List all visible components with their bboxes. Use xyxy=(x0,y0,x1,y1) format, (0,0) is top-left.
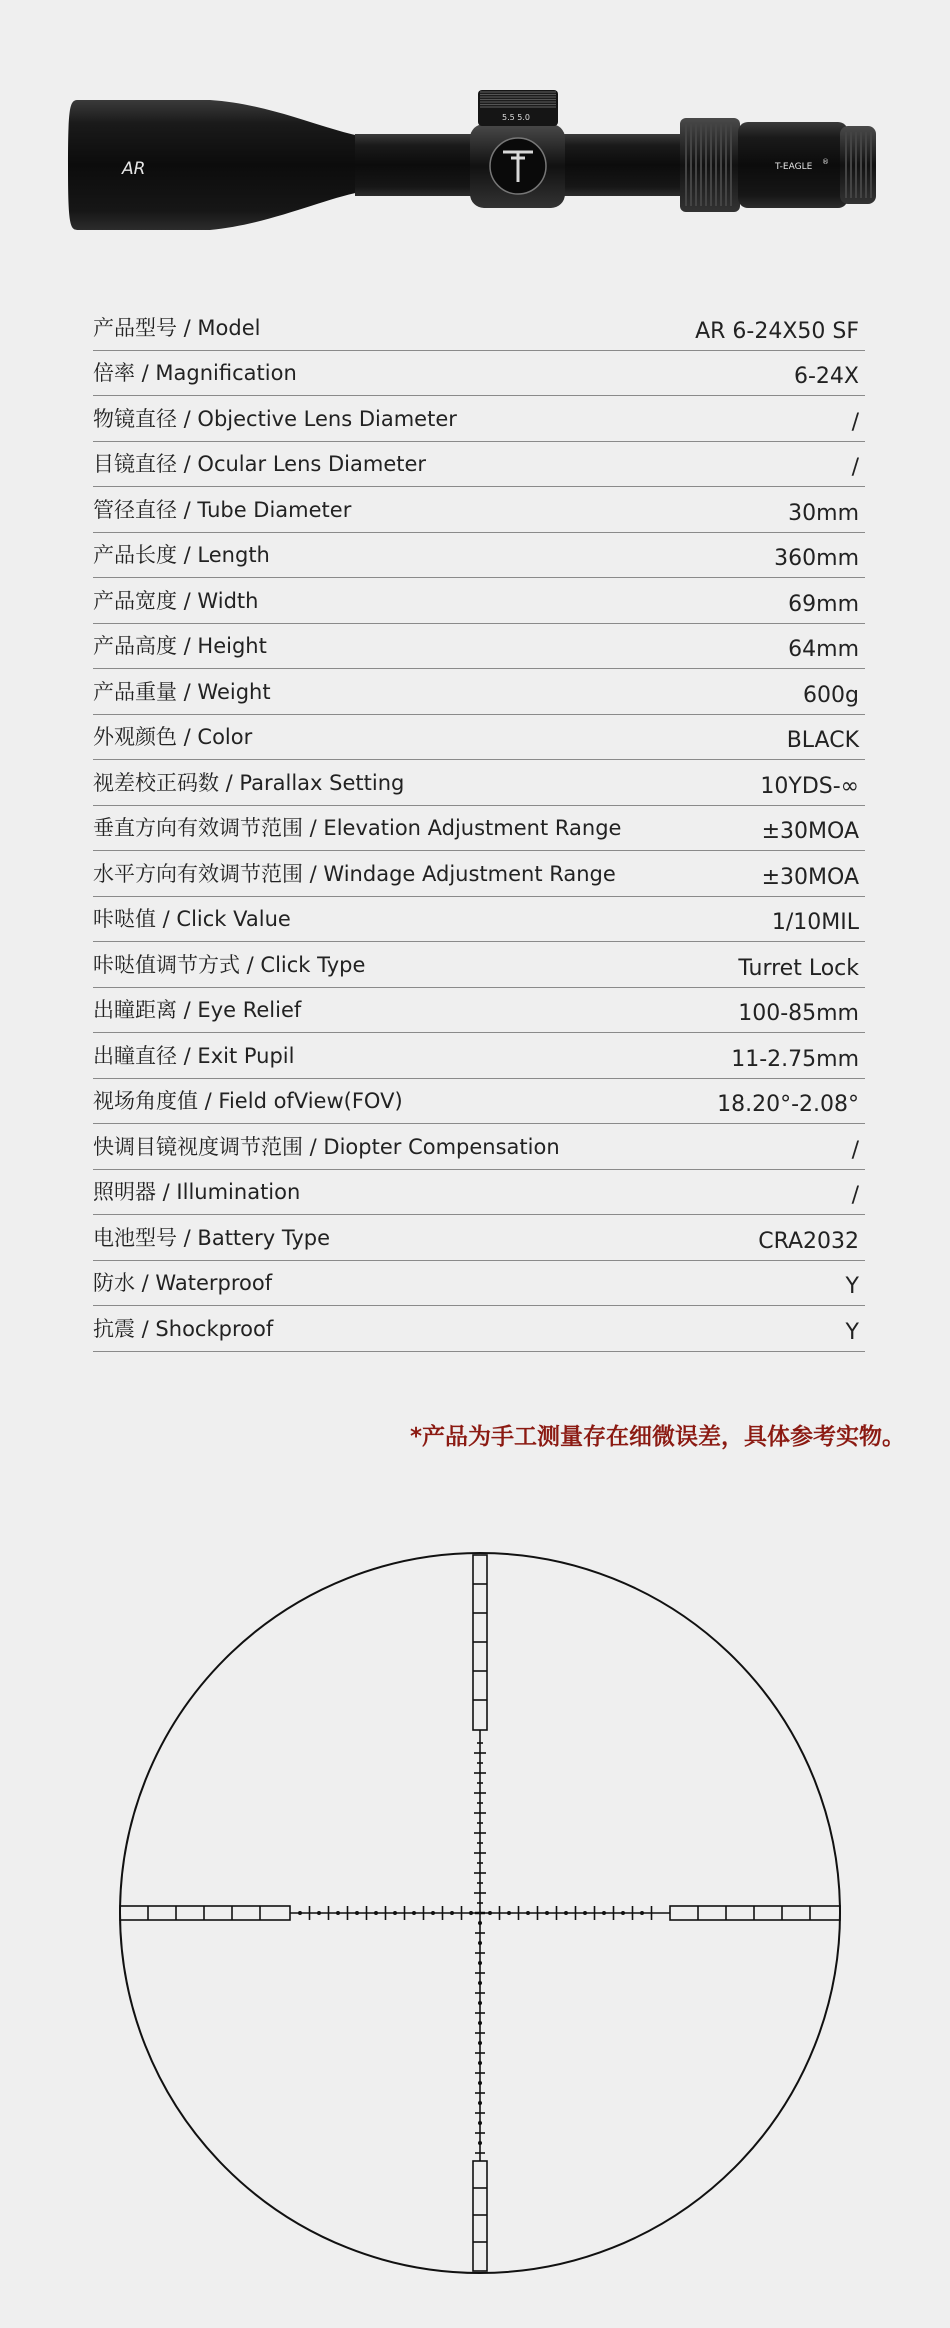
spec-label: 产品长度 / Length xyxy=(93,543,270,567)
spec-row xyxy=(93,897,865,943)
disclaimer-note: *产品为手工测量存在细微误差，具体参考实物。 xyxy=(409,1424,905,1450)
spec-table xyxy=(93,305,865,1352)
spec-row xyxy=(93,1261,865,1307)
reticle-dot xyxy=(478,1981,482,1985)
spec-label: 防水 / Waterproof xyxy=(93,1271,273,1295)
spec-label: 管径直径 / Tube Diameter xyxy=(93,497,352,522)
spec-value: 1/10MIL xyxy=(771,910,859,935)
reticle-post-bottom xyxy=(473,2161,487,2271)
spec-label: 外观颜色 / Color xyxy=(93,725,253,749)
reticle-dot xyxy=(478,2081,482,2085)
reticle-dot xyxy=(355,1911,359,1915)
spec-row xyxy=(93,942,865,988)
spec-row xyxy=(93,806,865,852)
spec-row xyxy=(93,305,865,351)
spec-value: / xyxy=(851,1137,859,1163)
spec-label: 垂直方向有效调节范围 / Elevation Adjustment Range xyxy=(93,816,622,840)
spec-value: 11-2.75mm xyxy=(731,1046,859,1072)
spec-label: 目镜直径 / Ocular Lens Diameter xyxy=(93,452,427,476)
reticle-dot xyxy=(602,1911,606,1915)
spec-value: 360mm xyxy=(774,546,859,571)
spec-label: 出瞳直径 / Exit Pupil xyxy=(93,1043,295,1068)
spec-row xyxy=(93,1215,865,1261)
spec-value: / xyxy=(851,455,859,480)
spec-label: 产品宽度 / Width xyxy=(93,588,259,613)
spec-value: / xyxy=(851,1183,859,1208)
spec-label: 出瞳距离 / Eye Relief xyxy=(93,998,302,1022)
reticle-dot xyxy=(478,2121,482,2125)
reticle-dot xyxy=(450,1911,454,1915)
reticle-diagram xyxy=(0,1530,950,2328)
reticle-dot xyxy=(545,1911,549,1915)
reticle-dot xyxy=(478,2141,482,2145)
spec-value: 600g xyxy=(803,682,859,708)
spec-label: 产品型号 / Model xyxy=(93,315,261,340)
spec-value: BLACK xyxy=(786,728,859,753)
spec-value: Turret Lock xyxy=(738,955,859,981)
spec-label: 倍率 / Magnification xyxy=(93,361,297,385)
scope-model-text: AR xyxy=(122,159,146,179)
turret-scale-text: 5.5 5.0 xyxy=(502,113,530,122)
spec-label: 产品高度 / Height xyxy=(93,634,267,658)
spec-value: Y xyxy=(845,1319,859,1345)
spec-row xyxy=(93,1170,865,1216)
spec-row xyxy=(93,351,865,397)
reticle-dot xyxy=(478,2061,482,2065)
reticle-post-right xyxy=(670,1906,840,1920)
spec-row xyxy=(93,487,865,533)
reticle-dot xyxy=(526,1911,530,1915)
spec-value: 69mm xyxy=(788,591,859,617)
reticle-dot xyxy=(469,1911,473,1915)
spec-row xyxy=(93,1124,865,1170)
spec-label: 水平方向有效调节范围 / Windage Adjustment Range xyxy=(93,861,616,886)
spec-row xyxy=(93,760,865,806)
scope-product-image xyxy=(0,0,950,280)
reticle-dot xyxy=(412,1911,416,1915)
spec-value: 10YDS-∞ xyxy=(760,773,859,799)
spec-row xyxy=(93,1079,865,1125)
crosshair-reticle-icon xyxy=(0,1530,950,2328)
reticle-dot xyxy=(374,1911,378,1915)
reticle-dot xyxy=(478,2041,482,2045)
spec-row xyxy=(93,669,865,715)
spec-value: AR 6-24X50 SF xyxy=(695,318,859,344)
scope-icon xyxy=(0,0,950,280)
spec-label: 视差校正码数 / Parallax Setting xyxy=(93,770,405,795)
reticle-dot xyxy=(478,1961,482,1965)
spec-value: ±30MOA xyxy=(761,864,859,890)
reticle-dot xyxy=(507,1911,511,1915)
reticle-dot xyxy=(583,1911,587,1915)
spec-value: 64mm xyxy=(788,637,859,662)
reticle-dot xyxy=(317,1911,321,1915)
reticle-dot xyxy=(488,1911,492,1915)
spec-value: CRA2032 xyxy=(758,1228,859,1254)
spec-row xyxy=(93,396,865,442)
spec-label: 抗震 / Shockproof xyxy=(93,1316,274,1341)
spec-label: 物镜直径 / Objective Lens Diameter xyxy=(93,406,457,431)
spec-label: 快调目镜视度调节范围 / Diopter Compensation xyxy=(93,1134,560,1159)
spec-label: 电池型号 / Battery Type xyxy=(93,1225,331,1250)
spec-value: 18.20°-2.08° xyxy=(717,1092,859,1117)
spec-value: Y xyxy=(845,1274,859,1299)
reticle-dot xyxy=(298,1911,302,1915)
reticle-post-left xyxy=(120,1906,290,1920)
reticle-dot xyxy=(621,1911,625,1915)
reticle-dot xyxy=(393,1911,397,1915)
spec-value: 30mm xyxy=(788,500,859,526)
reticle-dot xyxy=(431,1911,435,1915)
spec-row xyxy=(93,715,865,761)
reticle-dot xyxy=(564,1911,568,1915)
reticle-dot xyxy=(478,2001,482,2005)
spec-value: 100-85mm xyxy=(738,1001,859,1026)
spec-label: 照明器 / Illumination xyxy=(93,1180,301,1204)
spec-row xyxy=(93,624,865,670)
spec-row xyxy=(93,442,865,488)
spec-value: / xyxy=(851,409,859,435)
spec-label: 咔哒值调节方式 / Click Type xyxy=(93,952,366,977)
spec-label: 产品重量 / Weight xyxy=(93,679,271,704)
scope-brand-text: T-EAGLE xyxy=(775,162,813,172)
reticle-dot xyxy=(336,1911,340,1915)
spec-value: ±30MOA xyxy=(761,819,859,844)
spec-row xyxy=(93,851,865,897)
registered-mark: ® xyxy=(822,158,829,166)
objective-bell xyxy=(68,100,360,230)
reticle-dot xyxy=(478,2021,482,2025)
spec-value: 6-24X xyxy=(793,364,859,389)
spec-row xyxy=(93,578,865,624)
reticle-dot xyxy=(478,2101,482,2105)
spec-label: 视场角度值 / Field ofView(FOV) xyxy=(93,1089,403,1113)
spec-row xyxy=(93,1033,865,1079)
reticle-dot xyxy=(478,1941,482,1945)
spec-row xyxy=(93,988,865,1034)
reticle-dot xyxy=(640,1911,644,1915)
spec-label: 咔哒值 / Click Value xyxy=(93,907,291,931)
spec-row xyxy=(93,1306,865,1352)
spec-row xyxy=(93,533,865,579)
reticle-dot xyxy=(478,1921,482,1925)
